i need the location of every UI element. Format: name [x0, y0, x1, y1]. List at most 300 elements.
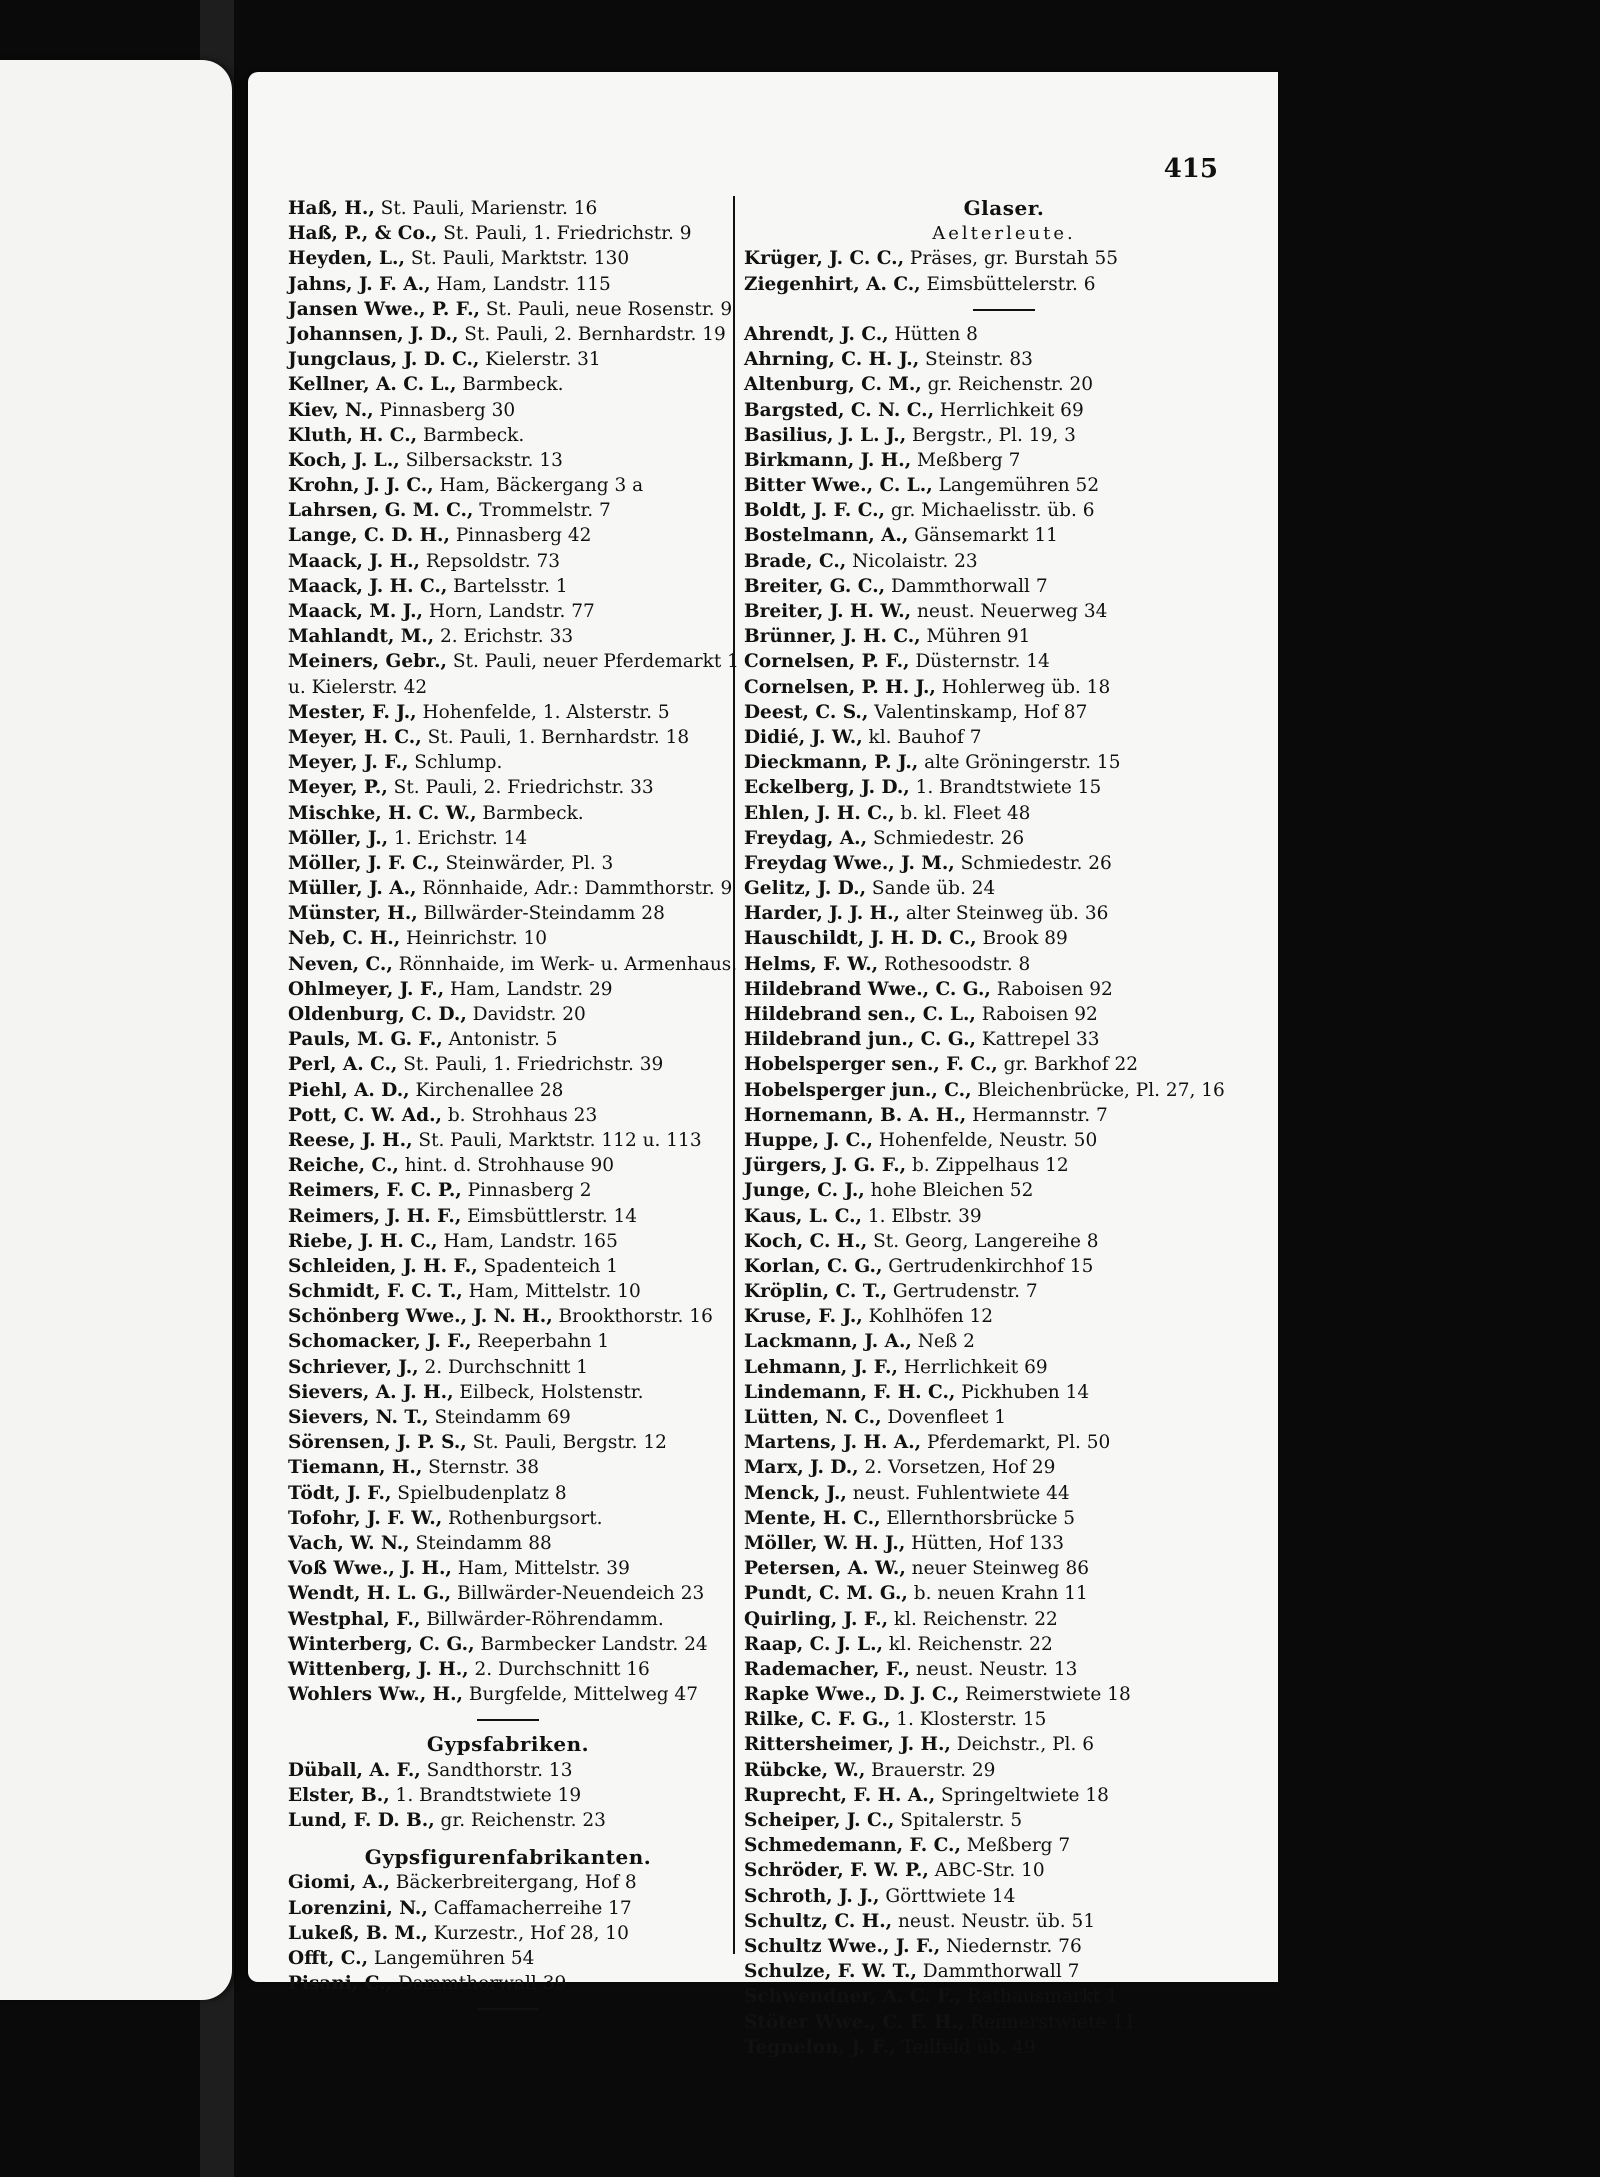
- entry-name: Möller, J.,: [288, 827, 389, 849]
- directory-entry: [288, 1002, 728, 1027]
- left-page-line: [0, 1347, 210, 1372]
- entry-name: Rilke, C. F. G.,: [744, 1709, 891, 1731]
- directory-entry: [288, 675, 728, 700]
- directory-entry: [744, 1078, 1264, 1103]
- entry-address: Hermannstr. 7: [966, 1104, 1108, 1126]
- entry-address: Eilbeck, Holstenstr.: [453, 1381, 644, 1403]
- entry-address: Spielbudenplatz 8: [391, 1482, 567, 1504]
- directory-entry: [288, 1254, 728, 1279]
- entry-name: Neven, C.,: [288, 953, 393, 975]
- left-page-line: [0, 314, 210, 339]
- entry-address: 1. Elbstr. 39: [861, 1205, 982, 1227]
- directory-entry: [288, 1052, 728, 1077]
- left-page-line: [0, 818, 210, 843]
- entry-name: Riebe, J. H. C.,: [288, 1230, 438, 1252]
- entry-address: Reimerstwiete 11: [964, 2011, 1136, 2033]
- entry-name: Tödt, J. F.,: [288, 1482, 392, 1504]
- directory-entry: [744, 1204, 1264, 1229]
- left-page-line: [0, 490, 210, 515]
- directory-entry: [288, 1430, 728, 1455]
- directory-entry: [288, 498, 728, 523]
- entry-name: Sievers, A. J. H.,: [288, 1381, 454, 1403]
- entry-name: Lange, C. D. H.,: [288, 525, 450, 547]
- entry-address: St. Pauli, Marktstr. 112 u. 113: [412, 1129, 702, 1151]
- entry-name: Neb, C. H.,: [288, 928, 401, 950]
- entry-address: Springeltwiete 18: [935, 1784, 1109, 1806]
- left-page-line: [0, 1724, 210, 1749]
- spacer: [288, 1833, 728, 1845]
- directory-entry: [744, 1304, 1264, 1329]
- directory-entry: [288, 1204, 728, 1229]
- directory-entry: [288, 272, 728, 297]
- gypsfiguren-list: [288, 1870, 728, 1996]
- entry-name: Schmedemann, F. C.,: [744, 1835, 961, 1857]
- entry-name: Hauschildt, J. H. D. C.,: [744, 928, 977, 950]
- directory-entry: [288, 246, 728, 271]
- entry-address: St. Pauli, 2. Friedrichstr. 33: [387, 777, 654, 799]
- entry-address: Raboisen 92: [975, 1004, 1098, 1025]
- directory-entry: [744, 1607, 1264, 1632]
- directory-entry: [288, 1103, 728, 1128]
- directory-entry: [288, 1279, 728, 1304]
- entry-name: Ehlen, J. H. C.,: [744, 802, 895, 824]
- directory-entry: [744, 423, 1264, 448]
- left-page-line: [0, 1649, 210, 1674]
- entry-name: Tofohr, J. F. W.,: [288, 1507, 443, 1529]
- entry-address: Caffamacherreihe 17: [427, 1897, 632, 1919]
- entry-name: Lukeß, B. M.,: [288, 1922, 428, 1944]
- entry-name: Hobelsperger jun., C.,: [744, 1079, 972, 1101]
- entry-address: Bäckerbreitergang, Hof 8: [389, 1872, 637, 1894]
- entry-name: Junge, C. J.,: [744, 1180, 865, 1202]
- directory-entry: [288, 1329, 728, 1354]
- entry-address: St. Pauli, 1. Friedrichstr. 9: [437, 223, 692, 245]
- entry-address: Kurzestr., Hof 28, 10: [427, 1922, 629, 1944]
- entry-name: Boldt, J. F. C.,: [744, 500, 885, 522]
- directory-entry: [744, 851, 1264, 876]
- section-subheading-aelterleute: Aelterleute.: [932, 223, 1076, 245]
- directory-entry: [288, 599, 728, 624]
- directory-list: [288, 196, 739, 1707]
- left-page-line: [0, 1800, 210, 1825]
- left-page-line: [0, 616, 210, 641]
- directory-entry: [288, 775, 728, 800]
- entry-address: Burgfelde, Mittelweg 47: [462, 1684, 698, 1706]
- entry-address: Davidstr. 20: [466, 1004, 586, 1025]
- directory-entry: [744, 675, 1264, 700]
- entry-address: 1. Erichstr. 14: [388, 827, 528, 849]
- entry-name: Mischke, H. C. W.,: [288, 802, 477, 824]
- directory-entry: [288, 1229, 728, 1254]
- directory-entry: [288, 1506, 728, 1531]
- entry-name: Pundt, C. M. G.,: [744, 1583, 908, 1605]
- directory-entry: [288, 1178, 728, 1203]
- entry-name: Schultz Wwe., J. F.,: [744, 1935, 941, 1957]
- directory-entry: [744, 725, 1264, 750]
- entry-name: Bitter Wwe., C. L.,: [744, 475, 933, 497]
- entry-address: Ham, Landstr. 165: [437, 1230, 618, 1252]
- entry-address: Pickhuben 14: [955, 1381, 1090, 1403]
- directory-entry: [288, 448, 728, 473]
- directory-entry: [744, 1355, 1264, 1380]
- entry-address: gr. Reichenstr. 20: [921, 374, 1094, 396]
- directory-entry: [744, 1657, 1264, 1682]
- entry-name: Johannsen, J. D.,: [288, 323, 459, 345]
- directory-entry: [744, 952, 1264, 977]
- entry-address: Gänsemarkt 11: [908, 525, 1058, 547]
- directory-entry: [288, 322, 728, 347]
- entry-address: alter Steinweg üb. 36: [899, 903, 1109, 925]
- entry-address: neust. Neuerweg 34: [911, 601, 1108, 622]
- entry-name: Schleiden, J. H. F.,: [288, 1255, 478, 1277]
- entry-name: Freydag Wwe., J. M.,: [744, 852, 955, 874]
- directory-entry: [744, 1984, 1264, 2009]
- directory-entry: [744, 599, 1264, 624]
- entry-name: Kruse, F. J.,: [744, 1306, 863, 1328]
- left-page-line: [0, 339, 210, 364]
- entry-address: Mühren 91: [920, 626, 1031, 648]
- entry-name: Schroth, J. J.,: [744, 1885, 880, 1907]
- directory-entry: [288, 624, 728, 649]
- left-page-line: [0, 692, 210, 717]
- left-page-line: [0, 1498, 210, 1523]
- entry-address: b. Strohhaus 23: [441, 1104, 598, 1126]
- left-page-line: [0, 767, 210, 792]
- entry-name: Hornemann, B. A. H.,: [744, 1104, 967, 1126]
- entry-name: Schröder, F. W. P.,: [744, 1860, 929, 1882]
- directory-entry: [288, 1355, 728, 1380]
- left-page: [0, 60, 232, 2000]
- entry-address: Brook 89: [976, 928, 1068, 950]
- entry-address: Ellernthorsbrücke 5: [880, 1507, 1076, 1529]
- section-divider: [744, 297, 1264, 322]
- directory-entry: [744, 1254, 1264, 1279]
- left-page-line: [0, 1548, 210, 1573]
- directory-entry: [288, 801, 728, 826]
- left-page-line: [0, 868, 210, 893]
- entry-name: Birkmann, J. H.,: [744, 449, 912, 471]
- left-page-line: [0, 541, 210, 566]
- directory-entry: [288, 750, 728, 775]
- directory-entry: [744, 1455, 1264, 1480]
- left-page-line: [0, 390, 210, 415]
- entry-address: St. Pauli, neuer Pferdemarkt 1: [446, 651, 739, 673]
- directory-entry: [288, 952, 738, 977]
- entry-name: Rapke Wwe., D. J. C.,: [744, 1684, 960, 1706]
- left-page-line: [0, 1196, 210, 1221]
- left-page-line: [0, 1573, 210, 1598]
- entry-name: Altenburg, C. M.,: [744, 374, 922, 396]
- directory-entry: [744, 1128, 1264, 1153]
- entry-name: Hildebrand sen., C. L.,: [744, 1004, 976, 1025]
- entry-address: Gertrudenkirchhof 15: [882, 1255, 1094, 1277]
- left-page-line: [0, 591, 210, 616]
- entry-name: Düball, A. F.,: [288, 1759, 421, 1781]
- left-page-line: [0, 1044, 210, 1069]
- entry-address: Antonistr. 5: [442, 1029, 558, 1051]
- left-page-line: [0, 566, 210, 591]
- entry-address: neust. Fuhlentwiete 44: [846, 1482, 1070, 1504]
- left-page-line: [0, 1850, 210, 1875]
- directory-entry: [744, 1959, 1264, 1984]
- left-page-line: [0, 969, 210, 994]
- entry-address: Bergstr., Pl. 19, 3: [906, 424, 1076, 446]
- entry-name: Meyer, H. C.,: [288, 726, 422, 748]
- entry-address: b. neuen Krahn 11: [907, 1583, 1088, 1605]
- entry-name: Perl, A. C.,: [288, 1054, 398, 1076]
- left-page-line: [0, 1447, 210, 1472]
- entry-address: Meßberg 7: [911, 449, 1021, 471]
- entry-address: Präses, gr. Burstah 55: [904, 248, 1118, 270]
- entry-address: Dammthorwall 7: [916, 1961, 1080, 1983]
- entry-address: ABC-Str. 10: [928, 1860, 1045, 1882]
- entry-name: Eckelberg, J. D.,: [744, 777, 910, 799]
- directory-entry: [744, 347, 1264, 372]
- entry-address: Barmbeck.: [417, 424, 525, 446]
- entry-name: Offt, C.,: [288, 1947, 369, 1969]
- entry-address: Bleichenbrücke, Pl. 27, 16: [971, 1079, 1225, 1101]
- left-page-line: [0, 1170, 210, 1195]
- entry-name: Wendt, H. L. G.,: [288, 1583, 452, 1605]
- entry-name: Hildebrand jun., C. G.,: [744, 1029, 976, 1051]
- entry-address: St. Pauli, Marienstr. 16: [374, 198, 598, 219]
- directory-entry: [288, 1870, 728, 1895]
- entry-address: Schlump.: [408, 752, 503, 774]
- entry-name: Petersen, A. W.,: [744, 1558, 906, 1580]
- entry-address: Kirchenallee 28: [409, 1079, 564, 1101]
- directory-entry: [744, 750, 1264, 775]
- entry-address: Reeperbahn 1: [471, 1331, 610, 1353]
- left-page-line: [0, 742, 210, 767]
- entry-name: Kiev, N.,: [288, 399, 374, 421]
- entry-address: 2. Durchschnitt 1: [418, 1356, 589, 1378]
- entry-address: 2. Durchschnitt 16: [468, 1658, 650, 1680]
- left-page-line: [0, 1624, 210, 1649]
- entry-address: Rothesoodstr. 8: [878, 953, 1031, 975]
- entry-address: Herrlichkeit 69: [934, 399, 1084, 421]
- left-page-line: [0, 641, 210, 666]
- left-page-line: [0, 1095, 210, 1120]
- directory-entry: [744, 1279, 1264, 1304]
- directory-entry: [288, 1078, 728, 1103]
- entry-address: kl. Bauhof 7: [862, 726, 982, 748]
- directory-entry: [288, 196, 728, 221]
- entry-address: Dovenfleet 1: [881, 1407, 1007, 1428]
- entry-name: Harder, J. J. H.,: [744, 903, 900, 925]
- directory-entry: [744, 1531, 1264, 1556]
- left-page-line: [0, 1750, 210, 1775]
- left-page-line: [0, 717, 210, 742]
- entry-name: Ohlmeyer, J. F.,: [288, 978, 445, 1000]
- entry-name: Wittenberg, J. H.,: [288, 1658, 469, 1680]
- left-page-line: [0, 994, 210, 1019]
- entry-address: Dammthorwall 7: [885, 575, 1048, 597]
- directory-entry: [744, 901, 1264, 926]
- entry-address: Herrlichkeit 69: [897, 1356, 1048, 1378]
- entry-address: Ham, Mittelstr. 39: [451, 1558, 630, 1580]
- entry-name: Koch, J. L.,: [288, 449, 400, 471]
- entry-name: Rübcke, W.,: [744, 1759, 866, 1781]
- left-page-line: [0, 1321, 210, 1346]
- directory-entry: [744, 775, 1264, 800]
- entry-name: Meiners, Gebr.,: [288, 651, 447, 673]
- directory-entry: [744, 498, 1264, 523]
- directory-entry: [744, 1783, 1264, 1808]
- entry-address: Hütten 8: [888, 323, 978, 345]
- entry-address: Nicolaistr. 23: [846, 550, 978, 572]
- entry-name: Cornelsen, P. F.,: [744, 651, 910, 673]
- left-page-line: [0, 364, 210, 389]
- section-heading-gypsfiguren: Gypsfigurenfabrikanten.: [364, 1845, 652, 1870]
- entry-address: b. Zippelhaus 12: [906, 1155, 1069, 1177]
- page-number: 415: [1163, 154, 1218, 184]
- entry-name: Cornelsen, P. H. J.,: [744, 676, 936, 698]
- left-page-line: [0, 1246, 210, 1271]
- left-page-line: [0, 1221, 210, 1246]
- entry-name: Elster, B.,: [288, 1784, 390, 1806]
- entry-name: Tegnelon, J. F.,: [744, 2036, 896, 2058]
- entry-name: Lund, F. D. B.,: [288, 1810, 435, 1831]
- left-page-line: [0, 1397, 210, 1422]
- directory-entry: [744, 448, 1264, 473]
- entry-name: Maack, J. H.,: [288, 550, 420, 572]
- left-page-line: [0, 264, 210, 289]
- entry-name: Maack, J. H. C.,: [288, 575, 448, 597]
- directory-entry: [744, 1103, 1264, 1128]
- entry-name: Quirling, J. F.,: [744, 1608, 889, 1630]
- directory-entry: [744, 1808, 1264, 1833]
- entry-name: Haß, P., & Co.,: [288, 223, 438, 245]
- entry-address: 2. Vorsetzen, Hof 29: [858, 1457, 1056, 1479]
- directory-entry: [288, 1921, 728, 1946]
- left-page-line: [0, 440, 210, 465]
- directory-entry: [744, 398, 1264, 423]
- entry-address: Schmiedestr. 26: [867, 827, 1025, 849]
- entry-address: Dammthorwall 39: [391, 1973, 567, 1995]
- directory-entry: [744, 977, 1264, 1002]
- left-page-line: [0, 1372, 210, 1397]
- entry-name: Lahrsen, G. M. C.,: [288, 500, 474, 522]
- left-page-line: [0, 213, 210, 238]
- entry-name: Lütten, N. C.,: [744, 1407, 882, 1428]
- entry-address: Deichstr., Pl. 6: [950, 1734, 1095, 1756]
- entry-name: Scheiper, J. C.,: [744, 1810, 895, 1831]
- entry-address: Billwärder-Röhrendamm.: [420, 1608, 664, 1630]
- entry-address: Sternstr. 38: [422, 1457, 540, 1479]
- entry-name: Bostelmann, A.,: [744, 525, 909, 547]
- entry-name: Rittersheimer, J. H.,: [744, 1734, 951, 1756]
- entry-name: Lehmann, J. F.,: [744, 1356, 898, 1378]
- entry-name: Mahlandt, M.,: [288, 626, 435, 648]
- left-page-line: [0, 1296, 210, 1321]
- entry-name: Mester, F. J.,: [288, 701, 417, 723]
- column-divider: [733, 196, 735, 1954]
- entry-name: Menck, J.,: [744, 1482, 847, 1504]
- directory-entry: [288, 297, 733, 322]
- left-page-line: [0, 1145, 210, 1170]
- entry-name: Sievers, N. T.,: [288, 1407, 429, 1428]
- entry-address: Niedernstr. 76: [940, 1935, 1082, 1957]
- entry-name: Stöter Wwe., C. F. H.,: [744, 2011, 965, 2033]
- entry-address: neust. Neustr. üb. 51: [892, 1910, 1096, 1932]
- directory-entry: [288, 1128, 728, 1153]
- entry-name: Hildebrand Wwe., C. G.,: [744, 978, 991, 1000]
- directory-entry: [744, 1934, 1264, 1959]
- entry-name: Tiemann, H.,: [288, 1457, 423, 1479]
- directory-entry: [744, 926, 1264, 951]
- entry-name: Pott, C. W. Ad.,: [288, 1104, 442, 1126]
- directory-entry: [744, 1707, 1264, 1732]
- entry-name: Deest, C. S.,: [744, 701, 869, 723]
- entry-name: Münster, H.,: [288, 903, 418, 925]
- entry-address: kl. Reichenstr. 22: [888, 1608, 1058, 1630]
- entry-name: Ziegenhirt, A. C.,: [744, 273, 921, 295]
- section-divider: [288, 1707, 728, 1732]
- gypsfabriken-list: [288, 1758, 728, 1834]
- directory-entry: [744, 1229, 1264, 1254]
- entry-address: Sande üb. 24: [866, 878, 996, 900]
- directory-entry: [288, 1531, 728, 1556]
- entry-address: Ham, Landstr. 29: [444, 978, 613, 1000]
- directory-entry: [744, 372, 1264, 397]
- directory-entry: [744, 826, 1264, 851]
- left-page-line: [0, 918, 210, 943]
- entry-address: alte Gröningerstr. 15: [918, 752, 1121, 774]
- entry-address: kl. Reichenstr. 22: [882, 1633, 1053, 1655]
- entry-name: Westphal, F.,: [288, 1608, 421, 1630]
- entry-address: Ham, Bäckergang 3 a: [433, 475, 644, 497]
- directory-entry: [288, 1405, 728, 1430]
- directory-entry: [288, 549, 728, 574]
- entry-address: Silbersackstr. 13: [399, 449, 563, 471]
- entry-name: Lorenzini, N.,: [288, 1897, 428, 1919]
- entry-address: Kohlhöfen 12: [862, 1306, 994, 1328]
- directory-entry: [744, 1758, 1264, 1783]
- entry-name: Haß, H.,: [288, 198, 375, 219]
- glaser-list: [744, 322, 1264, 2060]
- entry-name: Korlan, C. G.,: [744, 1255, 883, 1277]
- directory-entry: [744, 574, 1264, 599]
- entry-address: Horn, Landstr. 77: [422, 601, 595, 622]
- directory-entry: [288, 1304, 728, 1329]
- directory-entry: [288, 1657, 728, 1682]
- directory-entry: [744, 549, 1264, 574]
- entry-name: Winterberg, C. G.,: [288, 1633, 475, 1655]
- entry-name: Gelitz, J. D.,: [744, 878, 867, 900]
- directory-entry: [744, 473, 1264, 498]
- entry-name: Ahrning, C. H. J.,: [744, 349, 920, 371]
- left-page-line: [0, 1699, 210, 1724]
- entry-address: Rathausmarkt 1: [961, 1986, 1119, 2008]
- directory-entry: [288, 523, 728, 548]
- entry-name: Krüger, J. C. C.,: [744, 248, 905, 270]
- directory-entry: [744, 2035, 1264, 2060]
- entry-name: Wohlers Ww., H.,: [288, 1684, 463, 1706]
- entry-address: Kattrepel 33: [975, 1029, 1100, 1051]
- left-page-line: [0, 1422, 210, 1447]
- entry-name: Meyer, J. F.,: [288, 752, 409, 774]
- entry-name: Kröplin, C. T.,: [744, 1281, 888, 1303]
- left-page-line: [0, 667, 210, 692]
- directory-entry: [744, 801, 1264, 826]
- entry-address: Pinnasberg 2: [461, 1180, 592, 1202]
- entry-address: Brauerstr. 29: [865, 1759, 996, 1781]
- entry-address: Spitalerstr. 5: [894, 1810, 1023, 1831]
- directory-entry: [744, 1178, 1264, 1203]
- entry-name: Möller, W. H. J.,: [744, 1532, 906, 1554]
- directory-entry: [288, 473, 728, 498]
- directory-entry: [744, 1833, 1264, 1858]
